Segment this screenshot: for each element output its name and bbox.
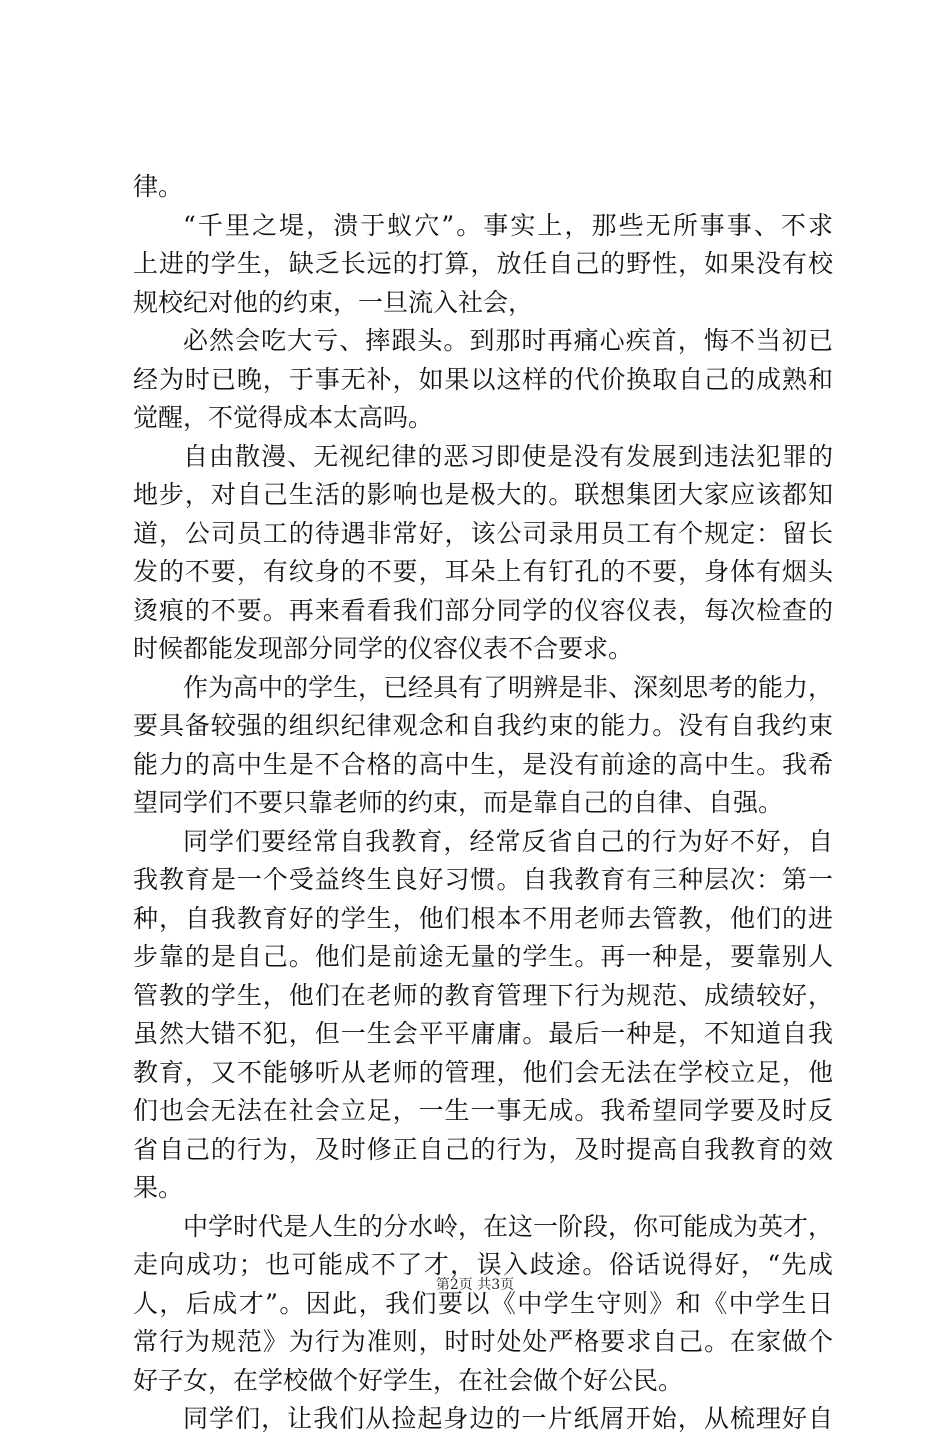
paragraph-line: 同学们要经常自我教育，经常反省自己的行为好不好，自 [183,826,833,856]
paragraph-line: “千里之堤，溃于蚁穴”。事实上，那些无所事事、不求 [183,210,833,240]
page-number-footer: 第2页 共3页 [435,1277,515,1293]
text-line: 律。 [133,172,184,201]
text-line: 望同学们不要只靠老师的约束，而是靠自己的自律、自强。 [133,788,784,817]
text-line: 规校纪对他的约束，一旦流入社会， [133,287,534,317]
text-line: 常行为规范》为行为准则，时时处处严格要求自己。在家做个 [133,1327,833,1356]
text-line: 管教的学生，他们在老师的教育管理下行为规范、成绩较好， [133,980,833,1010]
document-body [133,168,833,1439]
text-line: 能力的高中生是不合格的高中生，是没有前途的高中生。我希 [133,749,833,779]
paragraph-line: 同学们，让我们从捡起身边的一片纸屑开始，从梳理好自 [183,1404,833,1433]
paragraph-line: 必然会吃大亏、摔跟头。到那时再痛心疾首，悔不当初已 [183,326,833,355]
text-line: 道，公司员工的待遇非常好，该公司录用员工有个规定：留长 [133,518,833,548]
text-line: 时候都能发现部分同学的仪容仪表不合要求。 [133,634,634,663]
text-line: 教育，又不能够听从老师的管理，他们会无法在学校立足，他 [133,1057,833,1087]
text-line: 走向成功；也可能成不了才，误入歧途。俗话说得好，“先成 [133,1250,833,1279]
text-line: 省自己的行为，及时修正自己的行为，及时提高自我教育的效 [133,1134,833,1164]
text-line: 觉醒，不觉得成本太高吗。 [133,403,434,432]
text-line: 虽然大错不犯，但一生会平平庸庸。最后一种是，不知道自我 [133,1019,833,1048]
text-line: 要具备较强的组织纪律观念和自我约束的能力。没有自我约束 [133,711,833,740]
text-line: 发的不要，有纹身的不要，耳朵上有钉孔的不要，身体有烟头 [133,557,833,586]
text-line: 果。 [133,1173,184,1202]
paragraph-line: 中学时代是人生的分水岭，在这一阶段，你可能成为英才， [183,1211,834,1241]
paragraph-line: 作为高中的学生，已经具有了明辨是非、深刻思考的能力， [183,672,834,702]
text-line: 们也会无法在社会立足，一生一事无成。我希望同学要及时反 [133,1096,833,1125]
text-line: 地步，对自己生活的影响也是极大的。联想集团大家应该都知 [133,480,833,509]
text-line: 人，后成才”。因此，我们要以《中学生守则》和《中学生日 [133,1288,833,1318]
text-line: 经为时已晚，于事无补，如果以这样的代价换取自己的成熟和 [133,364,833,394]
text-line: 上进的学生，缺乏长远的打算，放任自己的野性，如果没有校 [133,249,833,278]
text-line: 种，自我教育好的学生，他们根本不用老师去管教，他们的进 [133,903,833,933]
text-line: 我教育是一个受益终生良好习惯。自我教育有三种层次：第一 [133,865,833,894]
text-line: 步靠的是自己。他们是前途无量的学生。再一种是，要靠别人 [133,942,833,971]
paragraph-line: 自由散漫、无视纪律的恶习即使是没有发展到违法犯罪的 [183,441,833,471]
text-line: 好子女，在学校做个好学生，在社会做个好公民。 [133,1365,684,1395]
text-line: 烫痕的不要。再来看看我们部分同学的仪容仪表，每次检查的 [133,595,833,625]
